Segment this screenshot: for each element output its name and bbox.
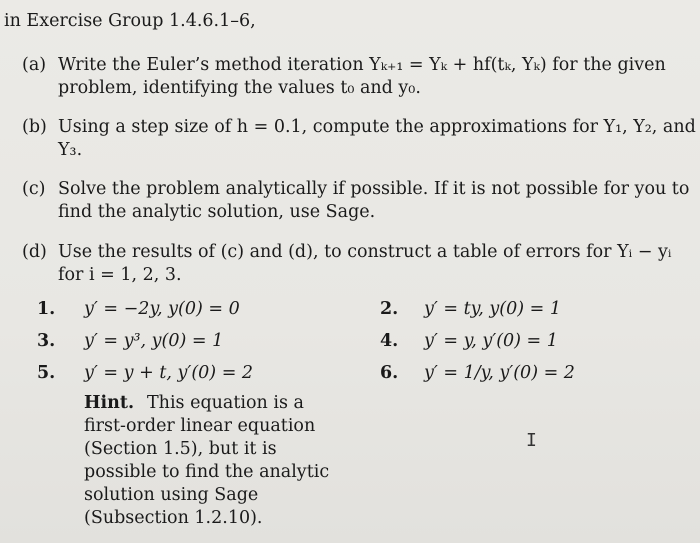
- hint-line-1: This equation is a: [147, 393, 304, 413]
- part-a-line-1: Write the Euler’s method iteration Yₖ₊₁ = Yₖ + hf(tₖ, Yₖ) for the given: [58, 55, 666, 75]
- part-d-line-2: for i = 1, 2, 3.: [58, 265, 182, 285]
- part-b-line-2: Y₃.: [58, 140, 83, 160]
- text-cursor-icon: I: [526, 430, 537, 451]
- problem-4-equation: y′ = y, y′(0) = 1: [424, 331, 558, 351]
- part-c-line-1: Solve the problem analytically if possible. If it is not possible for you to: [58, 179, 690, 199]
- intro-text: in Exercise Group 1.4.6.1–6,: [4, 11, 256, 31]
- part-c-line-2: find the analytic solution, use Sage.: [58, 202, 376, 222]
- problem-6-equation: y′ = 1/y, y′(0) = 2: [424, 363, 575, 383]
- problem-2-equation: y′ = ty, y(0) = 1: [424, 299, 561, 319]
- hint-line-4: possible to find the analytic: [84, 462, 330, 482]
- part-d-line-1: Use the results of (c) and (d), to construct a table of errors for Yᵢ − yᵢ: [58, 242, 672, 262]
- problem-4-number: 4.: [380, 331, 399, 351]
- hint-line-5: solution using Sage: [84, 485, 259, 505]
- part-a-label: (a): [22, 55, 47, 75]
- part-c-label: (c): [22, 179, 46, 199]
- part-a-line-2: problem, identifying the values t₀ and y₀.: [58, 78, 421, 98]
- part-b-line-1: Using a step size of h = 0.1, compute the approximations for Y₁, Y₂, and: [58, 117, 696, 137]
- problem-5-number: 5.: [37, 363, 56, 383]
- hint-line-2: first-order linear equation: [84, 416, 316, 436]
- problem-1-number: 1.: [37, 299, 56, 319]
- problem-2-number: 2.: [380, 299, 399, 319]
- hint-line-3: (Section 1.5), but it is: [84, 439, 277, 459]
- hint-line-6: (Subsection 1.2.10).: [84, 508, 263, 528]
- problem-6-number: 6.: [380, 363, 399, 383]
- problem-3-equation: y′ = y³, y(0) = 1: [84, 331, 224, 351]
- part-d-label: (d): [22, 242, 47, 262]
- problem-1-equation: y′ = −2y, y(0) = 0: [84, 299, 240, 319]
- problem-5-equation: y′ = y + t, y′(0) = 2: [84, 363, 254, 383]
- part-b-label: (b): [22, 117, 47, 137]
- hint-label: Hint.: [84, 393, 135, 413]
- problem-3-number: 3.: [37, 331, 56, 351]
